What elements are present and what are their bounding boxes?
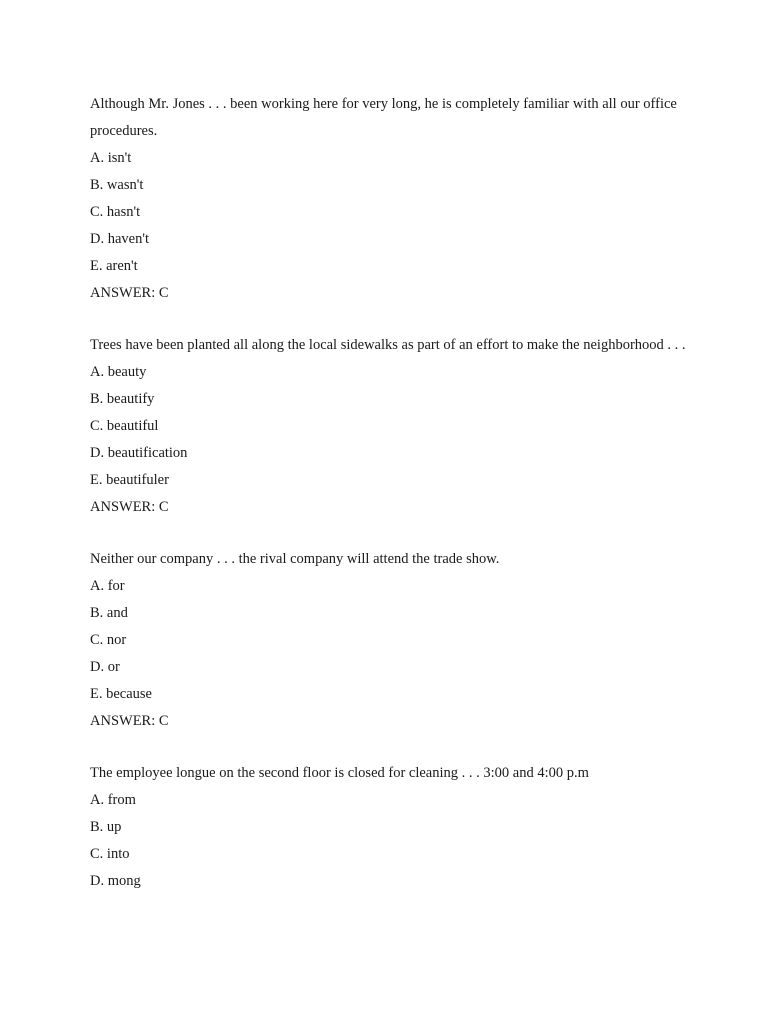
question-1 — [90, 91, 690, 307]
option-c: C. hasn't — [90, 204, 141, 220]
option-e: E. because — [90, 686, 152, 702]
document-page — [90, 91, 690, 895]
option-a: A. from — [90, 792, 136, 808]
option-b: B. beautify — [90, 391, 155, 407]
option-c: C. into — [90, 846, 130, 862]
option-c: C. beautiful — [90, 418, 159, 434]
option-c: C. nor — [90, 632, 127, 648]
answer-line: ANSWER: C — [90, 499, 169, 515]
question-stem: The employee longue on the second floor is closed for cleaning . . . 3:00 and 4:00 p.m — [90, 765, 589, 781]
option-e: E. beautifuler — [90, 472, 169, 488]
question-stem: Neither our company . . . the rival company will attend the trade show. — [90, 551, 500, 567]
option-d: D. haven't — [90, 231, 149, 247]
option-d: D. beautification — [90, 445, 188, 461]
option-b: B. and — [90, 605, 128, 621]
question-stem: Although Mr. Jones . . . been working here for very long, he is completely familiar with all our office procedures. — [90, 96, 677, 139]
option-b: B. wasn't — [90, 177, 144, 193]
answer-line: ANSWER: C — [90, 713, 169, 729]
option-d: D. or — [90, 659, 120, 675]
option-a: A. isn't — [90, 150, 132, 166]
question-4 — [90, 760, 690, 895]
option-a: A. beauty — [90, 364, 147, 380]
question-stem: Trees have been planted all along the local sidewalks as part of an effort to make the neighborhood . . . — [90, 337, 686, 353]
option-b: B. up — [90, 819, 122, 835]
question-2 — [90, 332, 690, 521]
option-d: D. mong — [90, 873, 141, 889]
option-a: A. for — [90, 578, 125, 594]
answer-line: ANSWER: C — [90, 285, 169, 301]
option-e: E. aren't — [90, 258, 138, 274]
question-3 — [90, 546, 690, 735]
